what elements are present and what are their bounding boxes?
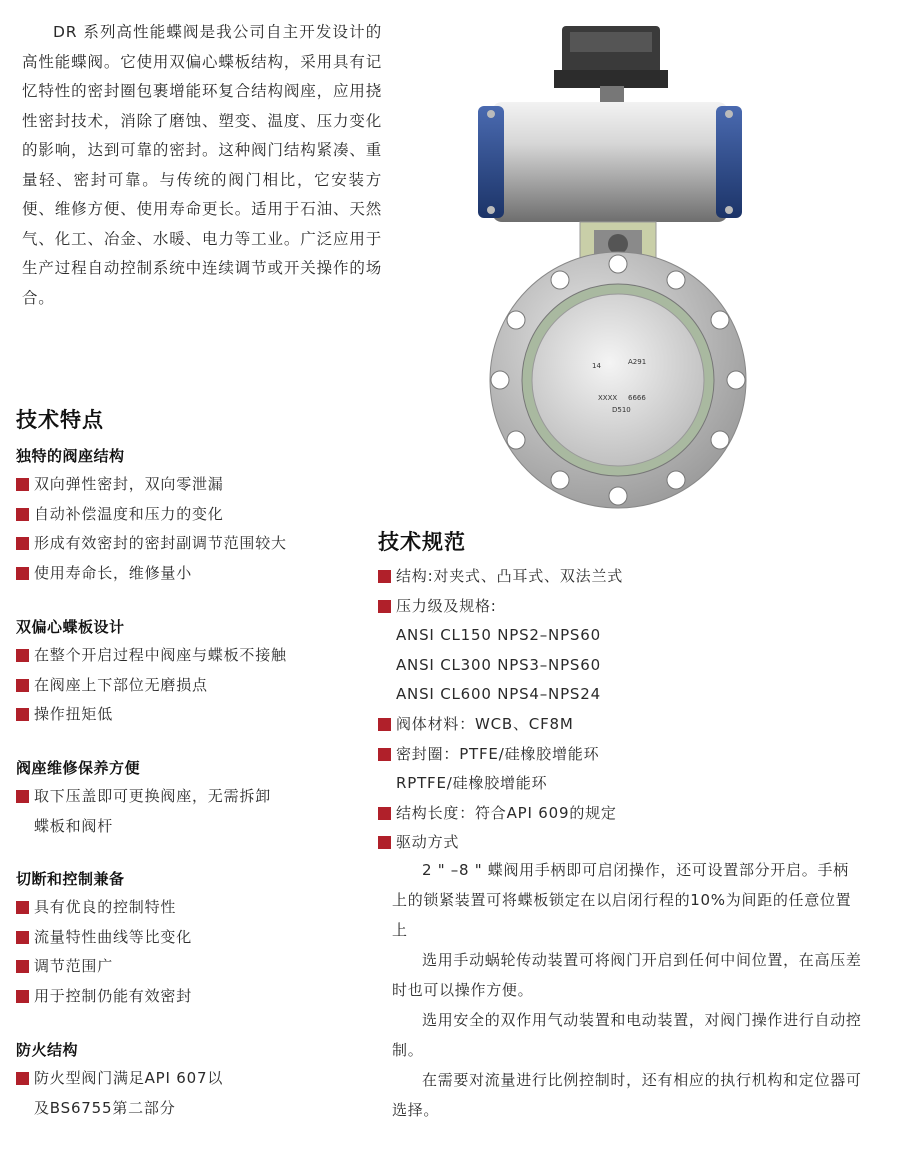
drive-paragraph: 选用安全的双作用气动装置和电动装置，对阀门操作进行自动控制。 [392, 1011, 862, 1059]
feature-heading: 切断和控制兼备 [16, 870, 125, 888]
spec-structure: 结构:对夹式、凸耳式、双法兰式 [378, 562, 878, 592]
list-item: 防火型阀门满足API 607以 [16, 1064, 356, 1094]
spec-ansi: ANSI CL300 NPS3–NPS60 [396, 655, 601, 674]
specs-title: 技术规范 [378, 530, 466, 554]
drive-paragraph: 2 " –8 " 蝶阀用手柄即可启闭操作，还可设置部分开启。手柄上的锁紧装置可将蝶板锁定在以启闭行程的10%为间距的任意位置上 [392, 861, 852, 939]
list-item: 自动补偿温度和压力的变化 [16, 500, 356, 530]
spec-pressure: 压力级及规格: [378, 592, 878, 622]
list-item: 在整个开启过程中阀座与蝶板不接触 [16, 641, 356, 671]
drive-paragraph: 在需要对流量进行比例控制时，还有相应的执行机构和定位器可选择。 [392, 1071, 862, 1119]
feature-group-maintenance [16, 754, 356, 841]
spec-drive: 驱动方式 [378, 828, 878, 858]
feature-group-control [16, 865, 356, 1011]
list-item: 使用寿命长，维修量小 [16, 559, 356, 589]
specs-list [378, 562, 878, 858]
spec-body-material: 阀体材料：WCB、CF8M [378, 710, 878, 740]
spec-seal-cont: RPTFE/硅橡胶增能环 [396, 774, 548, 793]
disc-mark-2a: XXXX [598, 394, 618, 402]
list-item: 双向弹性密封，双向零泄漏 [16, 470, 356, 500]
disc-mark-3: D510 [612, 406, 631, 414]
feature-heading: 防火结构 [16, 1041, 79, 1059]
list-item: 取下压盖即可更换阀座，无需拆卸 [16, 782, 356, 812]
list-item: 流量特性曲线等比变化 [16, 923, 356, 953]
intro-text [22, 18, 382, 313]
list-item-continuation: 蝶板和阀杆 [34, 816, 114, 835]
feature-heading: 双偏心蝶板设计 [16, 618, 125, 636]
disc-mark-2b: 6666 [628, 394, 646, 402]
list-item: 具有优良的控制特性 [16, 893, 356, 923]
list-item: 调节范围广 [16, 952, 356, 982]
drive-description [392, 855, 862, 1125]
feature-heading: 独特的阀座结构 [16, 447, 125, 465]
list-item: 在阀座上下部位无磨损点 [16, 671, 356, 701]
spec-seal: 密封圈：PTFE/硅橡胶增能环 [378, 740, 878, 770]
feature-group-fire [16, 1036, 356, 1123]
feature-group-seat [16, 442, 356, 588]
list-item-continuation: 及BS6755第二部分 [34, 1098, 176, 1117]
features-title: 技术特点 [16, 408, 104, 432]
disc-mark-1a: 14 [592, 362, 601, 370]
list-item: 用于控制仍能有效密封 [16, 982, 356, 1012]
spec-ansi: ANSI CL600 NPS4–NPS24 [396, 685, 601, 704]
drive-paragraph: 选用手动蜗轮传动装置可将阀门开启到任何中间位置，在高压差时也可以操作方便。 [392, 951, 862, 999]
butterfly-valve-image [470, 20, 750, 512]
feature-group-disc [16, 613, 356, 730]
list-item: 形成有效密封的密封副调节范围较大 [16, 529, 356, 559]
list-item: 操作扭矩低 [16, 700, 356, 730]
spec-length: 结构长度：符合API 609的规定 [378, 799, 878, 829]
feature-heading: 阀座维修保养方便 [16, 759, 141, 777]
intro-paragraph: DR 系列高性能蝶阀是我公司自主开发设计的高性能蝶阀。它使用双偏心蝶板结构，采用具有记忆特性的密封圈包裹增能环复合结构阀座，应用挠性密封技术，消除了磨蚀、塑变、温度、压力变化的影响，达到可靠的密封。这种阀门结构紧凑、重量轻、密封可靠。与传统的阀门相比，它安装方便、维修方便、使用寿命更长。适用于石油、天然气、化工、冶金、水暖、电力等工业。广泛应用于生产过程自动控制系统中连续调节或开关操作的场合。 [22, 23, 382, 307]
disc-mark-1b: A291 [628, 358, 647, 366]
spec-ansi: ANSI CL150 NPS2–NPS60 [396, 626, 601, 645]
